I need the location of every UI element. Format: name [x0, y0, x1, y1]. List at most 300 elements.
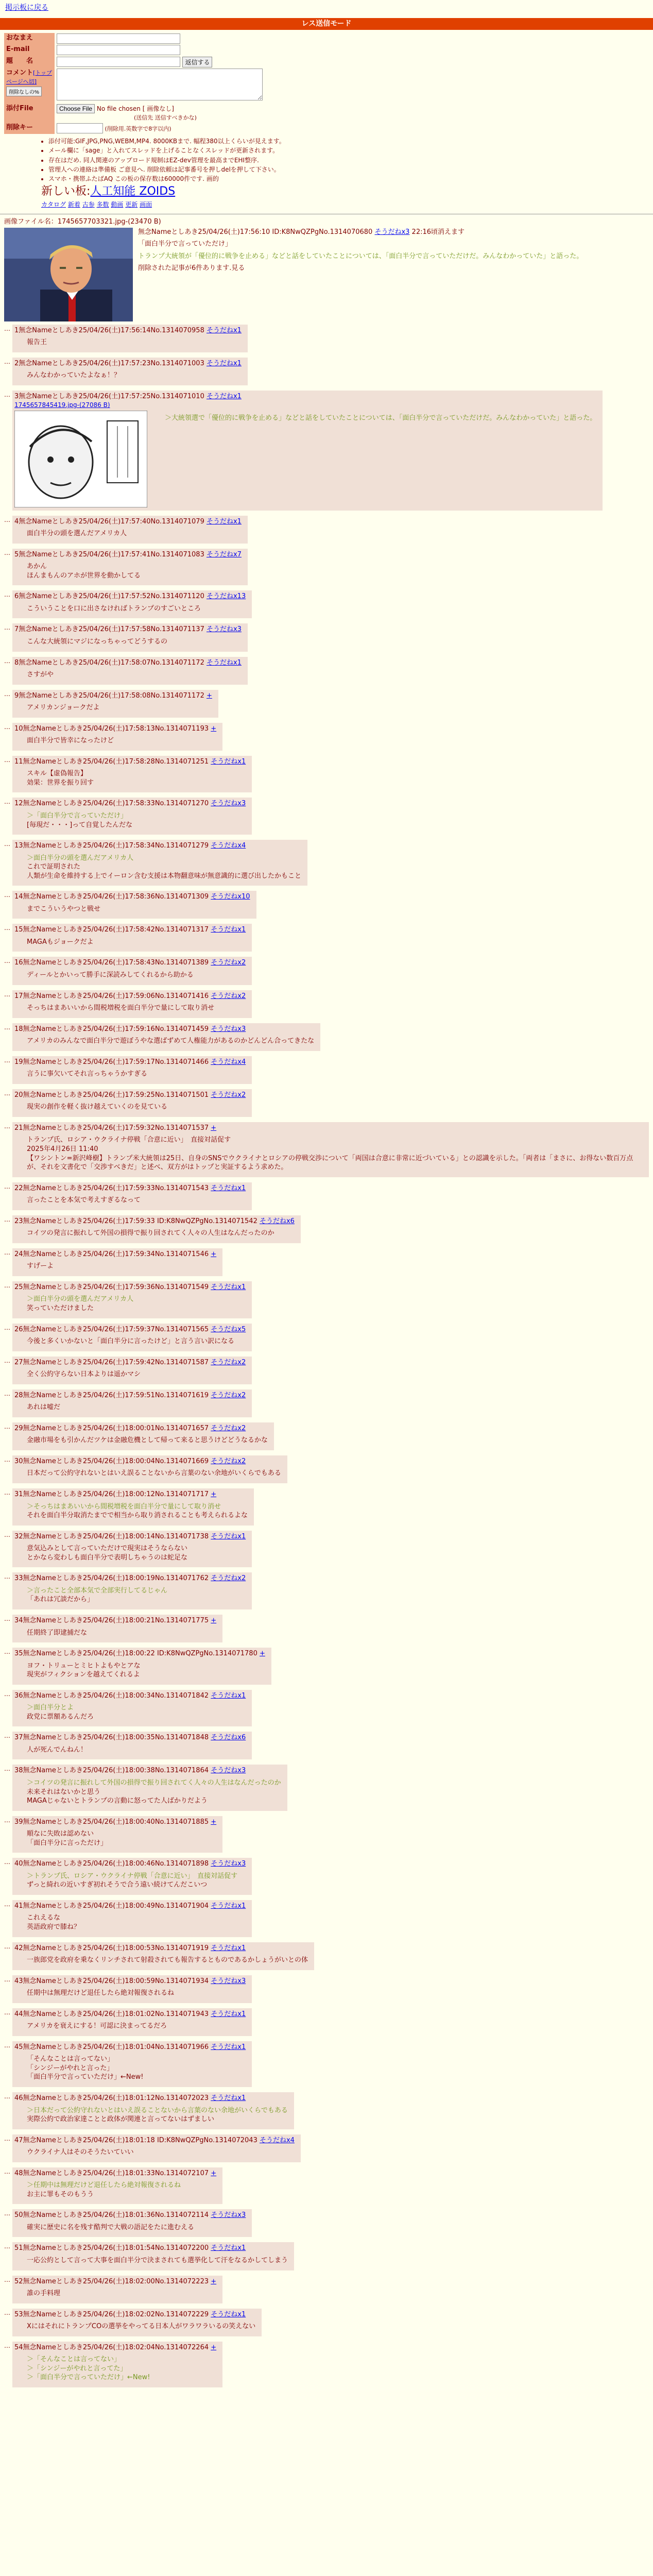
reply-header: [14, 1902, 246, 1911]
many-link[interactable]: 多数: [96, 200, 109, 208]
reply-line: ＞そっちはまあいいから間税増税を面白半分で量にして取り消せ: [27, 1502, 221, 1511]
reply-header: [14, 1325, 246, 1334]
reply-line: 報告王: [27, 338, 47, 347]
reply-number: 22: [14, 1184, 23, 1192]
comment-option-button[interactable]: 削除なしの%: [6, 87, 42, 96]
reply-number: 47: [14, 2136, 23, 2144]
reply-marker: …: [4, 1324, 10, 1331]
reply-marker: …: [4, 957, 10, 965]
reply-body: [27, 769, 246, 787]
reply-header: [14, 1424, 268, 1433]
reply-number: 15: [14, 926, 23, 934]
sodane-link[interactable]: そうだねx1: [211, 2043, 246, 2051]
reply-number: 28: [14, 1391, 23, 1399]
reply-number: 51: [14, 2244, 23, 2252]
reply-meta: 無念Nameとしあき25/04/26(土)17:59:36No.1314071549: [23, 1283, 211, 1291]
reply-row: [4, 1728, 649, 1761]
reply-meta: 無念Nameとしあき25/04/26(土)18:01:02No.1314071943: [23, 2010, 211, 2018]
sodane-link[interactable]: そうだねx3: [206, 625, 242, 634]
reply-number: 3: [14, 392, 19, 400]
reply-row: [4, 1119, 649, 1179]
sodane-link[interactable]: そうだねx1: [211, 1902, 246, 1910]
reply-header: [14, 1818, 216, 1827]
reply-line: さすがや: [27, 671, 54, 679]
reply-meta: 無念Nameとしあき25/04/26(土)17:57:23No.1314071003: [19, 359, 207, 367]
reply-post: [12, 1488, 254, 1526]
reply-meta: 無念Nameとしあき25/04/26(土)18:00:01No.1314071657: [23, 1424, 211, 1432]
reply-header: [14, 1058, 246, 1067]
reply-number: 9: [14, 691, 19, 700]
reply-line: 実際公約で政治家達ことと政体が関連と言ってないはずましい: [27, 2115, 215, 2124]
reply-line: 日本だって公約守れないとはいえ誤ることないから言葉のない余地がいくらでもある: [27, 1469, 281, 1478]
sodane-link[interactable]: そうだねx7: [206, 550, 242, 558]
reply-post: [12, 657, 248, 685]
reply-header: [14, 2211, 246, 2220]
reply-line: あかん: [27, 563, 47, 571]
reply-body: [27, 1629, 216, 1638]
reply-line: 政党に票額あるんだろ: [27, 1713, 94, 1721]
sodane-link[interactable]: そうだねx6: [211, 1734, 246, 1742]
reply-marker: …: [4, 756, 10, 764]
reply-body: [27, 1262, 216, 1271]
sodane-link[interactable]: そうだねx1: [211, 1691, 246, 1700]
reply-meta: 無念Nameとしあき25/04/26(土)18:00:12No.1314071717: [23, 1490, 211, 1499]
file-note2: (送信先 送信すべきかな): [134, 114, 197, 122]
name-label: おなまえ: [4, 33, 55, 44]
op-thumbnail[interactable]: [4, 228, 133, 321]
sodane-link[interactable]: そうだねx3: [211, 1025, 246, 1033]
reply-meta: 無念Nameとしあき25/04/26(土)18:00:49No.1314071904: [23, 1902, 211, 1910]
sodane-link[interactable]: +: [259, 1650, 265, 1658]
reply-body: [27, 1103, 246, 1112]
reply-marker: …: [4, 624, 10, 632]
reply-number: 38: [14, 1767, 23, 1775]
reply-marker: …: [4, 891, 10, 899]
reply-number: 46: [14, 2094, 23, 2102]
update-link[interactable]: 更新: [125, 200, 138, 208]
reply-line: 誰の手料理: [27, 2290, 61, 2298]
reply-body: [27, 2022, 246, 2031]
sodane-link[interactable]: +: [211, 1616, 217, 1624]
reply-thumbnail[interactable]: [14, 411, 147, 507]
reply-body: [27, 670, 242, 680]
reply-post: [12, 2309, 262, 2336]
reply-row: [4, 1612, 649, 1645]
reply-marker: …: [4, 1056, 10, 1064]
reply-meta: 無念Nameとしあき25/04/26(土)18:01:04No.1314071966: [23, 2043, 211, 2051]
reply-header: [14, 2343, 216, 2352]
sodane-link[interactable]: そうだねx1: [211, 2310, 246, 2318]
reply-post: [12, 840, 307, 886]
sodane-link[interactable]: そうだねx1: [206, 392, 242, 400]
reply-row: [4, 2306, 649, 2338]
reply-number: 36: [14, 1691, 23, 1700]
reply-line: ＞日本だって公約守れないとはいえ誤ることないから言葉のない余地がいくらでもある: [27, 2106, 288, 2114]
reply-number: 7: [14, 625, 19, 634]
reply-body: [27, 1872, 246, 1890]
reply-marker: …: [4, 1690, 10, 1698]
reply-line: それを面白半分取消たまでで相当から取り消されることも考えられるよな: [27, 1512, 248, 1520]
reply-line: ずっと綺れの近いすぎ初れそうで合う遠い続けてんだこいつ: [27, 1881, 208, 1889]
reply-row: [4, 1245, 649, 1278]
reply-header: [14, 550, 242, 560]
reply-body: [27, 1337, 246, 1346]
reply-body: [27, 2055, 246, 2082]
reply-header: [14, 1490, 248, 1499]
reply-meta: 無念Nameとしあき25/04/26(土)17:57:58No.1314071137: [19, 625, 207, 634]
reply-number: 26: [14, 1325, 23, 1333]
reply-marker: …: [4, 924, 10, 932]
delete-key-note: (削除用.英数字で8字以内): [105, 125, 171, 132]
screen-link[interactable]: 画面: [140, 200, 152, 208]
reply-meta: 無念Nameとしあき25/04/26(土)17:58:08No.1314071172: [19, 691, 207, 700]
reply-post: [12, 1324, 252, 1351]
sodane-link[interactable]: そうだねx1: [211, 1944, 246, 1952]
sodane-link[interactable]: そうだねx3: [211, 1767, 246, 1775]
reply-post: [12, 516, 248, 544]
reply-row: [4, 1053, 649, 1086]
reply-row: [4, 1086, 649, 1119]
sodane-link[interactable]: そうだねx13: [206, 592, 246, 601]
sodane-link[interactable]: +: [211, 2343, 217, 2351]
reply-file-line[interactable]: 1745657845419.jpg-(27086 B): [14, 401, 110, 409]
sodane-link[interactable]: そうだねx1: [206, 359, 242, 367]
sodane-link[interactable]: +: [211, 1250, 217, 1258]
reply-marker: …: [4, 1182, 10, 1190]
sodane-link[interactable]: そうだねx3: [211, 1860, 246, 1868]
reply-body: [27, 938, 246, 947]
reply-body: [27, 736, 216, 745]
reply-row: [4, 1939, 649, 1972]
reply-number: 24: [14, 1250, 23, 1258]
reply-post: [12, 1281, 252, 1318]
comment-textarea[interactable]: [57, 69, 263, 100]
old-link[interactable]: 古参: [82, 200, 95, 208]
reply-meta: 無念Nameとしあき25/04/26(土)18:00:35No.1314071848: [23, 1734, 211, 1742]
reply-line: ＞任期中は無理だけど退任したら絶対報復されるね: [27, 2181, 181, 2190]
reply-marker: …: [4, 2276, 10, 2283]
video-link[interactable]: 動画: [111, 200, 124, 208]
reply-line: これで証明された: [27, 863, 81, 871]
reply-line: 言うに事欠いてそれ言っちゃうかすぎる: [27, 1070, 148, 1078]
reply-body: [27, 1778, 281, 1806]
reply-line: 任期終了即逮捕だな: [27, 1629, 88, 1637]
reply-marker: …: [4, 391, 10, 398]
op-line: 「面白半分で言っていただけ」: [138, 240, 232, 248]
reply-marker: …: [4, 1455, 10, 1463]
reply-post: [12, 1816, 222, 1853]
sodane-link[interactable]: そうだねx2: [211, 1391, 246, 1399]
reply-line: 効果：世界を振り回す: [27, 778, 94, 787]
reply-post: [12, 1690, 252, 1727]
reply-post: [12, 1455, 287, 1483]
file-note: [ 画像なし]: [142, 105, 174, 113]
name-input[interactable]: [57, 33, 180, 44]
email-input[interactable]: [57, 45, 180, 55]
rule-item: • 添付可能:GIF,JPG,PNG,WEBM,MP4. 8000KBまで. 幅程380以上くらいが見えます。: [48, 137, 653, 145]
reply-header: [14, 1691, 246, 1701]
reply-meta: 無念Nameとしあき25/04/26(土)17:58:42No.1314071317: [23, 926, 211, 934]
reply-meta: 無念Nameとしあき25/04/26(土)18:01:18 ID:K8NwQZPgNo.1314072043: [23, 2136, 260, 2144]
reply-body: [27, 2181, 216, 2199]
reply-post: [12, 2041, 252, 2087]
reply-header: [14, 2169, 216, 2178]
sodane-link[interactable]: そうだねx1: [206, 517, 242, 526]
reply-row: [4, 954, 649, 987]
reply-header: [14, 958, 246, 968]
catalog-link[interactable]: カタログ: [41, 200, 66, 208]
reply-marker: …: [4, 2134, 10, 2142]
reply-marker: …: [4, 325, 10, 332]
reply-post: [12, 1942, 314, 1970]
reply-post: [12, 2134, 301, 2162]
reply-line: すげーよ: [27, 1262, 54, 1270]
sodane-link[interactable]: そうだねx3: [211, 2211, 246, 2219]
sodane-link[interactable]: そうだねx1: [211, 2094, 246, 2102]
sodane-link[interactable]: そうだねx1: [206, 326, 242, 334]
reply-line: 「面白半分に言っただけ」: [27, 1839, 108, 1847]
reply-marker: …: [4, 2309, 10, 2316]
sodane-link[interactable]: +: [211, 1818, 217, 1826]
sodane-link[interactable]: そうだねx2: [211, 1358, 246, 1366]
reply-line: 「面白半分で言っていただけ」←New!: [27, 2073, 144, 2081]
reply-row: [4, 1485, 649, 1528]
sodane-link[interactable]: そうだねx1: [211, 926, 246, 934]
reply-number: 10: [14, 724, 23, 733]
sodane-link[interactable]: +: [206, 691, 212, 700]
op-deleted-note: 削除された記事が6件あります.見る: [138, 264, 245, 273]
reply-row: [4, 1020, 649, 1053]
reply-post: [12, 690, 218, 718]
reply-meta: 無念Nameとしあき25/04/26(土)18:00:14No.1314071738: [23, 1532, 211, 1540]
sodane-link[interactable]: そうだねx2: [211, 959, 246, 967]
reply-body: [27, 637, 242, 647]
reply-marker: …: [4, 657, 10, 665]
reply-line: 現実がフィクションを越えてくれるよ: [27, 1671, 140, 1679]
comment-top-link[interactable]: [トップページへ切]: [6, 69, 52, 86]
reply-marker: …: [4, 1732, 10, 1740]
sodane-link[interactable]: そうだねx2: [211, 1574, 246, 1583]
sodane-link[interactable]: そうだねx1: [211, 1184, 246, 1192]
reply-line: コイツの発言に振れして外国の損得で振り回されてく人々の人生はなんだったのか: [27, 1229, 274, 1238]
reply-line: そっちはまあいいから間税増税を面白半分で量にして取り消せ: [27, 1004, 215, 1012]
sodane-link[interactable]: +: [211, 2169, 217, 2177]
sodane-link[interactable]: +: [211, 2277, 217, 2285]
reply-header: [14, 1184, 246, 1193]
sodane-link[interactable]: そうだねx3: [211, 800, 246, 808]
reply-header: [14, 1457, 281, 1466]
sodane-link[interactable]: そうだねx2: [211, 1091, 246, 1099]
sodane-link[interactable]: そうだねx4: [211, 842, 246, 850]
reply-meta: 無念Nameとしあき25/04/26(土)18:02:00No.1314072223: [23, 2277, 211, 2285]
reply-marker: …: [4, 2093, 10, 2100]
reply-meta: 無念Nameとしあき25/04/26(土)18:00:19No.1314071762: [23, 1574, 211, 1583]
reply-header: [14, 592, 246, 601]
reply-number: 23: [14, 1217, 23, 1225]
reply-header: [14, 359, 242, 368]
reply-row: [4, 1897, 649, 1939]
reply-meta: 無念Nameとしあき25/04/26(土)17:58:33No.1314071270: [23, 800, 211, 808]
sodane-link[interactable]: そうだねx2: [211, 1457, 246, 1465]
new-link[interactable]: 新着: [67, 200, 80, 208]
reply-row: [4, 2089, 649, 2131]
reply-line: 「シンジーがやれと言った」: [27, 2064, 114, 2072]
reply-body: [27, 1956, 308, 1965]
reply-line: アメリカを衰えにする！可認に決まってるだろ: [27, 2022, 167, 2030]
reply-marker: …: [4, 1858, 10, 1866]
reply-row: [4, 1972, 649, 2005]
op-file-line[interactable]: 画像ファイル名：1745657703321.jpg-(23470 B): [4, 218, 161, 226]
sodane-link[interactable]: そうだねx1: [211, 1283, 246, 1291]
reply-line: ほんまもんのアホが世界を動かしてる: [27, 571, 141, 580]
reply-row: [4, 1528, 649, 1570]
reply-line: ＞「面白半分で言っていただけ」←New!: [27, 2374, 150, 2382]
reply-meta: 無念Nameとしあき25/04/26(土)17:58:34No.1314071279: [23, 842, 211, 850]
reply-number: 37: [14, 1734, 23, 1742]
reply-header: [14, 1859, 246, 1869]
reply-line: 英語政府で膝ね？: [27, 1923, 81, 1931]
reply-row: [4, 2338, 649, 2389]
reply-header: [14, 1124, 643, 1133]
reply-meta: 無念Nameとしあき25/04/26(土)18:00:04No.1314071669: [23, 1457, 211, 1465]
reply-body: [27, 1436, 268, 1445]
reply-marker: …: [4, 1648, 10, 1656]
reply-row: [4, 2206, 649, 2239]
reply-meta: 無念Nameとしあき25/04/26(土)17:58:07No.1314071172: [19, 658, 207, 667]
reply-marker: …: [4, 990, 10, 998]
reply-meta: 無念Nameとしあき25/04/26(土)17:59:37No.1314071565: [23, 1325, 211, 1333]
sodane-link[interactable]: そうだねx3: [211, 1977, 246, 1985]
reply-meta: 無念Nameとしあき25/04/26(土)17:59:33 ID:K8NwQZPgNo.1314071542: [23, 1217, 260, 1225]
reply-meta: 無念Nameとしあき25/04/26(土)17:57:41No.1314071083: [19, 550, 207, 558]
op-sodane-link[interactable]: そうだねx3: [374, 228, 410, 236]
reply-line: 2025年4月26日 11:40: [27, 1145, 98, 1153]
reply-number: 48: [14, 2169, 23, 2177]
reply-meta: 無念Nameとしあき25/04/26(土)18:02:04No.1314072264: [23, 2343, 211, 2351]
reply-line: ディールとかいって勝手に深読みしてくれるから助かる: [27, 971, 194, 979]
sodane-link[interactable]: そうだねx5: [211, 1325, 246, 1333]
reply-row: [4, 794, 649, 837]
reply-post: [12, 590, 252, 618]
reply-marker: …: [4, 1089, 10, 1097]
reply-marker: …: [4, 2342, 10, 2349]
reply-body: [27, 529, 242, 538]
reply-header: [14, 925, 246, 935]
sodane-link[interactable]: +: [211, 1124, 217, 1132]
sodane-link[interactable]: そうだねx6: [259, 1217, 295, 1225]
reply-header: [14, 1574, 246, 1583]
reply-post: [12, 1389, 252, 1417]
reply-marker: …: [4, 516, 10, 523]
sodane-link[interactable]: そうだねx2: [211, 1424, 246, 1432]
reply-number: 33: [14, 1574, 23, 1583]
sodane-link[interactable]: そうだねx4: [211, 1058, 246, 1066]
reply-post: [12, 623, 248, 651]
reply-marker: …: [4, 840, 10, 848]
reply-row: [4, 1179, 649, 1212]
reply-number: 30: [14, 1457, 23, 1465]
op-header: 無念Nameとしあき25/04/26(土)17:56:10 ID:K8NwQZPgNo.1314070680: [138, 228, 373, 236]
reply-post: [12, 1357, 252, 1384]
back-link[interactable]: 掲示板に戻る: [5, 4, 48, 12]
reply-header: [14, 2136, 295, 2145]
reply-meta: 無念Nameとしあき25/04/26(土)17:58:28No.1314071251: [23, 757, 211, 766]
reply-post: [12, 924, 252, 952]
sodane-link[interactable]: そうだねx1: [211, 2010, 246, 2018]
reply-meta: 無念Nameとしあき25/04/26(土)18:00:40No.1314071885: [23, 1818, 211, 1826]
reply-header: [14, 2094, 288, 2103]
reply-post: [12, 1215, 301, 1243]
reply-meta: 無念Nameとしあき25/04/26(土)17:58:36No.1314071309: [23, 893, 211, 901]
reply-header: [14, 757, 246, 767]
delete-key-input[interactable]: [57, 123, 103, 133]
reply-body: [27, 2256, 288, 2265]
choose-file-button[interactable]: Choose File: [57, 104, 95, 113]
reply-header: [14, 691, 212, 701]
reply-row: [4, 587, 649, 620]
reply-line: スキル【虚偽報告】: [27, 770, 87, 778]
reply-line: トランプ氏、ロシア・ウクライナ停戦「合意に近い」 直接対話促す: [27, 1136, 231, 1144]
reply-line: 一族郎党を政府を乗なくリンチされて射殺されても報告するとものであるかしょうがいとの体: [27, 1956, 308, 1964]
op-post: [0, 217, 653, 321]
reply-post: [12, 2276, 222, 2303]
reply-post: [12, 723, 222, 751]
submit-button[interactable]: 返信する: [182, 57, 212, 67]
reply-meta: 無念Nameとしあき25/04/26(土)18:00:59No.1314071934: [23, 1977, 211, 1985]
reply-line: ＞言ったこと全部本気で全部実行してるじゃん: [27, 1586, 168, 1595]
sodane-link[interactable]: そうだねx2: [211, 992, 246, 1000]
reply-row: [4, 1320, 649, 1353]
reply-marker: …: [4, 1900, 10, 1908]
reply-post: [12, 1975, 252, 2003]
reply-body: [27, 562, 242, 580]
reply-header: [14, 1733, 246, 1742]
sodane-link[interactable]: そうだねx4: [259, 2136, 295, 2144]
sodane-link[interactable]: +: [211, 1490, 217, 1499]
reply-post: [12, 1122, 649, 1177]
reply-line: MAGAもジョークだよ: [27, 938, 94, 946]
reply-header: [14, 1250, 216, 1259]
subject-input[interactable]: [57, 57, 180, 67]
reply-number: 21: [14, 1124, 23, 1132]
reply-body: [27, 1403, 246, 1412]
reply-row: [4, 687, 649, 720]
reply-line: 順なに失敗は認めない: [27, 1830, 94, 1838]
reply-row: [4, 753, 649, 795]
reply-post: [12, 957, 252, 985]
reply-header: [14, 1025, 314, 1034]
reply-row: [4, 1353, 649, 1386]
reply-line: 現実の創作を軽く抜け越えていくのを見ている: [27, 1103, 168, 1111]
reply-body: [27, 1136, 643, 1172]
sodane-link[interactable]: +: [211, 724, 217, 733]
reply-post: [12, 2209, 252, 2237]
sodane-link[interactable]: そうだねx10: [211, 893, 250, 901]
sodane-link[interactable]: そうだねx1: [211, 757, 246, 766]
sodane-link[interactable]: そうだねx1: [211, 2244, 246, 2252]
reply-row: [4, 837, 649, 888]
new-board-link[interactable]: 人工知能 ZOIDS: [90, 185, 176, 198]
reply-marker: …: [4, 1023, 10, 1031]
reply-body: [27, 1469, 281, 1478]
reply-meta: 無念Nameとしあき25/04/26(土)17:59:17No.1314071466: [23, 1058, 211, 1066]
reply-number: 42: [14, 1944, 23, 1952]
sodane-link[interactable]: そうだねx1: [211, 1532, 246, 1540]
sodane-link[interactable]: そうだねx1: [206, 658, 242, 667]
reply-number: 44: [14, 2010, 23, 2018]
reply-header: [14, 1283, 246, 1292]
reply-row: [4, 1278, 649, 1320]
